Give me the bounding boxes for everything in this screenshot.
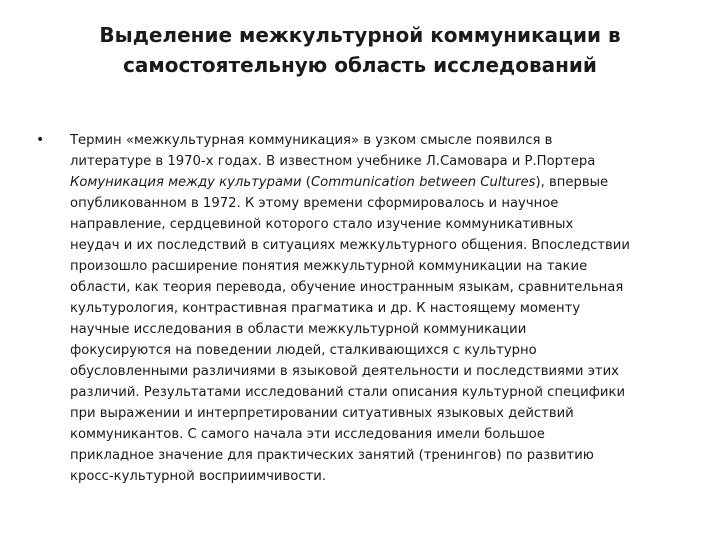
paragraph-line: неудач и их последствий в ситуациях межкультурного общения. Впоследствии <box>70 238 630 253</box>
paragraph-fragment: ), впервые <box>535 175 609 190</box>
bullet-icon: • <box>36 132 45 148</box>
paragraph-line: произошло расширение понятия межкультурной коммуникации на такие <box>70 259 588 274</box>
bullet-paragraph <box>70 130 686 487</box>
paragraph-fragment: ( <box>301 175 311 190</box>
paragraph-line: области, как теория перевода, обучение иностранным языкам, сравнительная <box>70 280 624 295</box>
paragraph-line: литературе в 1970-х годах. В известном учебнике Л.Самовара и Р.Портера <box>70 154 596 169</box>
book-title-en: Communication between Cultures <box>310 175 536 190</box>
slide-title-line-2: самостоятельную область исследований <box>123 53 597 77</box>
slide-title <box>60 20 660 80</box>
book-title-ru: Комуникация между культурами <box>70 175 302 190</box>
paragraph-line: кросс-культурной восприимчивости. <box>70 469 327 484</box>
paragraph-line: коммуникантов. С самого начала эти исследования имели большое <box>70 427 545 442</box>
paragraph-line: научные исследования в области межкультурной коммуникации <box>70 322 527 337</box>
paragraph-line: опубликованном в 1972. К этому времени сформировалось и научное <box>70 196 559 211</box>
paragraph-line: направление, сердцевиной которого стало изучение коммуникативных <box>70 217 574 232</box>
slide-title-line-1: Выделение межкультурной коммуникации в <box>99 23 621 47</box>
paragraph-line: прикладное значение для практических занятий (тренингов) по развитию <box>70 448 594 463</box>
paragraph-line: фокусируются на поведении людей, сталкивающихся с культурно <box>70 343 537 358</box>
paragraph-line: различий. Результатами исследований стали описания культурной специфики <box>70 385 626 400</box>
paragraph-line: культурология, контрастивная прагматика и др. К настоящему моменту <box>70 301 581 316</box>
paragraph-line: обусловленными различиями в языковой деятельности и последствиями этих <box>70 364 619 379</box>
paragraph-line: Термин «межкультурная коммуникация» в узком смысле появился в <box>70 133 553 148</box>
paragraph-line: при выражении и интерпретировании ситуативных языковых действий <box>70 406 574 421</box>
paragraph-line <box>70 172 686 193</box>
